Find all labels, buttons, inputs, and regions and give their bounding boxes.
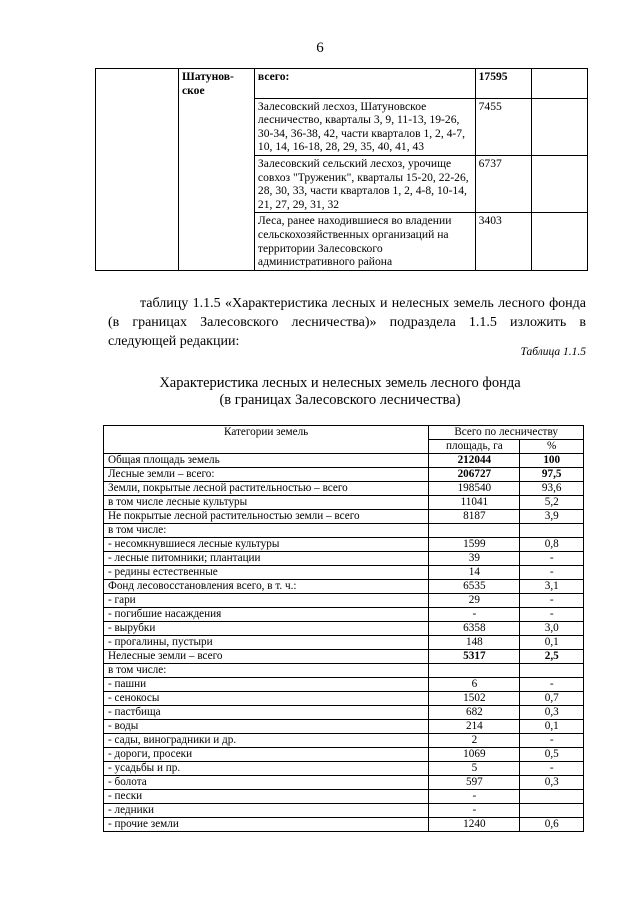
category-cell: - прогалины, пустыри — [104, 636, 429, 650]
top-table-value-cell: 6737 — [475, 156, 532, 213]
table-row — [104, 692, 584, 706]
percent-cell — [520, 790, 584, 804]
table-header-row — [104, 426, 584, 440]
area-cell: 148 — [429, 636, 520, 650]
top-table-blank-cell — [96, 98, 179, 155]
percent-cell: 0,3 — [520, 706, 584, 720]
percent-cell: 0,8 — [520, 538, 584, 552]
table-row — [104, 468, 584, 482]
table-row — [104, 608, 584, 622]
header-area: площадь, га — [429, 440, 520, 454]
table-row — [104, 776, 584, 790]
category-cell: - дороги, просеки — [104, 748, 429, 762]
area-cell: - — [429, 608, 520, 622]
area-cell: 5317 — [429, 650, 520, 664]
area-cell: 8187 — [429, 510, 520, 524]
top-table-blank-cell — [96, 69, 179, 99]
top-table-row — [96, 213, 588, 270]
percent-cell: - — [520, 678, 584, 692]
category-cell: - сады, виноградники и др. — [104, 734, 429, 748]
table-row — [104, 566, 584, 580]
top-table-district-cell — [179, 98, 255, 155]
top-table-blank-cell — [532, 69, 588, 99]
top-table-district-cell — [179, 156, 255, 213]
category-cell: - погибшие насаждения — [104, 608, 429, 622]
table-row — [104, 482, 584, 496]
area-cell: 214 — [429, 720, 520, 734]
category-cell: - редины естественные — [104, 566, 429, 580]
category-cell: Фонд лесовосстановления всего, в т. ч.: — [104, 580, 429, 594]
category-cell: - лесные питомники; плантации — [104, 552, 429, 566]
area-cell: 198540 — [429, 482, 520, 496]
table-row — [104, 720, 584, 734]
area-cell: 6535 — [429, 580, 520, 594]
table-row — [104, 790, 584, 804]
percent-cell: 0,6 — [520, 818, 584, 832]
top-table-blank-cell — [96, 213, 179, 270]
area-cell: 29 — [429, 594, 520, 608]
area-cell: 11041 — [429, 496, 520, 510]
percent-cell: - — [520, 762, 584, 776]
top-table-row — [96, 69, 588, 99]
area-cell: 2 — [429, 734, 520, 748]
category-cell: Лесные земли – всего: — [104, 468, 429, 482]
table-row — [104, 510, 584, 524]
area-cell: 212044 — [429, 454, 520, 468]
percent-cell: 100 — [520, 454, 584, 468]
top-table — [95, 68, 588, 271]
category-cell: Земли, покрытые лесной растительностью – всего — [104, 482, 429, 496]
percent-cell — [520, 664, 584, 678]
category-cell: - усадьбы и пр. — [104, 762, 429, 776]
top-table-description-cell: Залесовский лесхоз, Шатуновское лесничество, кварталы 3, 9, 11-13, 19-26, 30-34, 36-38, 42, части кварталов 1, 2, 4-7, 10, 14, 16-18, 28, 29, 35, 40, 41, 43 — [254, 98, 475, 155]
header-total: Всего по лесничеству — [429, 426, 584, 440]
percent-cell: 3,9 — [520, 510, 584, 524]
area-cell — [429, 664, 520, 678]
page-number: 6 — [316, 40, 324, 56]
table-row — [104, 762, 584, 776]
area-cell: 5 — [429, 762, 520, 776]
percent-cell: - — [520, 608, 584, 622]
category-cell: - гари — [104, 594, 429, 608]
header-pct: % — [520, 440, 584, 454]
percent-cell: 0,1 — [520, 636, 584, 650]
area-cell: 1502 — [429, 692, 520, 706]
table-title-line-1: Характеристика лесных и нелесных земель лесного фонда — [159, 375, 521, 391]
table-row — [104, 594, 584, 608]
percent-cell: 2,5 — [520, 650, 584, 664]
area-cell: - — [429, 790, 520, 804]
top-table-description-cell: Залесовский сельский лесхоз, урочище совхоз "Труженик", кварталы 15-20, 22-26, 28, 30, 33, части кварталов 1, 2, 4-8, 10-14, 21, 27, 29, 31, 32 — [254, 156, 475, 213]
percent-cell: 0,5 — [520, 748, 584, 762]
percent-cell: 3,1 — [520, 580, 584, 594]
percent-cell: - — [520, 594, 584, 608]
top-table-value-cell: 7455 — [475, 98, 532, 155]
area-cell: 682 — [429, 706, 520, 720]
category-cell: - сенокосы — [104, 692, 429, 706]
percent-cell: 97,5 — [520, 468, 584, 482]
body-paragraph: таблицу 1.1.5 «Характеристика лесных и нелесных земель лесного фонда (в границах Залесовского лесничества)» подраздела 1.1.5 изложить в следующей редакции: — [108, 296, 586, 349]
category-cell: - пастбища — [104, 706, 429, 720]
area-cell: 1069 — [429, 748, 520, 762]
top-table-value-cell: 17595 — [475, 69, 532, 99]
category-cell: - ледники — [104, 804, 429, 818]
table-row — [104, 636, 584, 650]
category-cell: - прочие земли — [104, 818, 429, 832]
top-table-description-cell: всего: — [254, 69, 475, 99]
top-table-row — [96, 98, 588, 155]
category-cell: в том числе: — [104, 524, 429, 538]
category-cell: - болота — [104, 776, 429, 790]
area-cell: 39 — [429, 552, 520, 566]
percent-cell: - — [520, 734, 584, 748]
area-cell: 6 — [429, 678, 520, 692]
top-table-blank-cell — [532, 213, 588, 270]
category-cell: Общая площадь земель — [104, 454, 429, 468]
table-row — [104, 538, 584, 552]
category-cell: - несомкнувшиеся лесные культуры — [104, 538, 429, 552]
table-row — [104, 496, 584, 510]
table-row — [104, 706, 584, 720]
table-row — [104, 748, 584, 762]
table-title-line-2: (в границах Залесовского лесничества) — [219, 392, 461, 408]
top-table-blank-cell — [96, 156, 179, 213]
percent-cell: 3,0 — [520, 622, 584, 636]
table-row — [104, 804, 584, 818]
area-cell: 597 — [429, 776, 520, 790]
category-cell: - воды — [104, 720, 429, 734]
table-row — [104, 650, 584, 664]
category-cell: - пески — [104, 790, 429, 804]
table-row — [104, 818, 584, 832]
category-cell: Нелесные земли – всего — [104, 650, 429, 664]
percent-cell — [520, 524, 584, 538]
area-cell — [429, 524, 520, 538]
top-table-district-cell — [179, 213, 255, 270]
table-row — [104, 664, 584, 678]
percent-cell: 5,2 — [520, 496, 584, 510]
table-row — [104, 734, 584, 748]
area-cell: 206727 — [429, 468, 520, 482]
top-table-district-cell: Шатунов- ское — [179, 69, 255, 99]
percent-cell: 0,3 — [520, 776, 584, 790]
area-cell: 14 — [429, 566, 520, 580]
table-row — [104, 552, 584, 566]
percent-cell: - — [520, 566, 584, 580]
area-cell: 6358 — [429, 622, 520, 636]
top-table-description-cell: Леса, ранее находившиеся во владении сельскохозяйственных организаций на территории Залесовского административного района — [254, 213, 475, 270]
top-table-blank-cell — [532, 98, 588, 155]
table-row — [104, 678, 584, 692]
category-cell: - вырубки — [104, 622, 429, 636]
top-table-row — [96, 156, 588, 213]
table-row — [104, 454, 584, 468]
percent-cell: - — [520, 552, 584, 566]
category-cell: Не покрытые лесной растительностью земли – всего — [104, 510, 429, 524]
area-cell: 1599 — [429, 538, 520, 552]
percent-cell: 93,6 — [520, 482, 584, 496]
table-row — [104, 622, 584, 636]
area-cell: - — [429, 804, 520, 818]
table-row — [104, 580, 584, 594]
area-cell: 1240 — [429, 818, 520, 832]
table-title — [100, 375, 580, 409]
top-table-blank-cell — [532, 156, 588, 213]
table-label: Таблица 1.1.5 — [520, 346, 586, 358]
top-table-value-cell: 3403 — [475, 213, 532, 270]
category-cell: - пашни — [104, 678, 429, 692]
category-cell: в том числе лесные культуры — [104, 496, 429, 510]
category-cell: в том числе: — [104, 664, 429, 678]
land-characteristics-table — [103, 425, 584, 832]
percent-cell: 0,1 — [520, 720, 584, 734]
percent-cell: 0,7 — [520, 692, 584, 706]
table-row — [104, 524, 584, 538]
header-category: Категории земель — [104, 426, 429, 454]
percent-cell — [520, 804, 584, 818]
